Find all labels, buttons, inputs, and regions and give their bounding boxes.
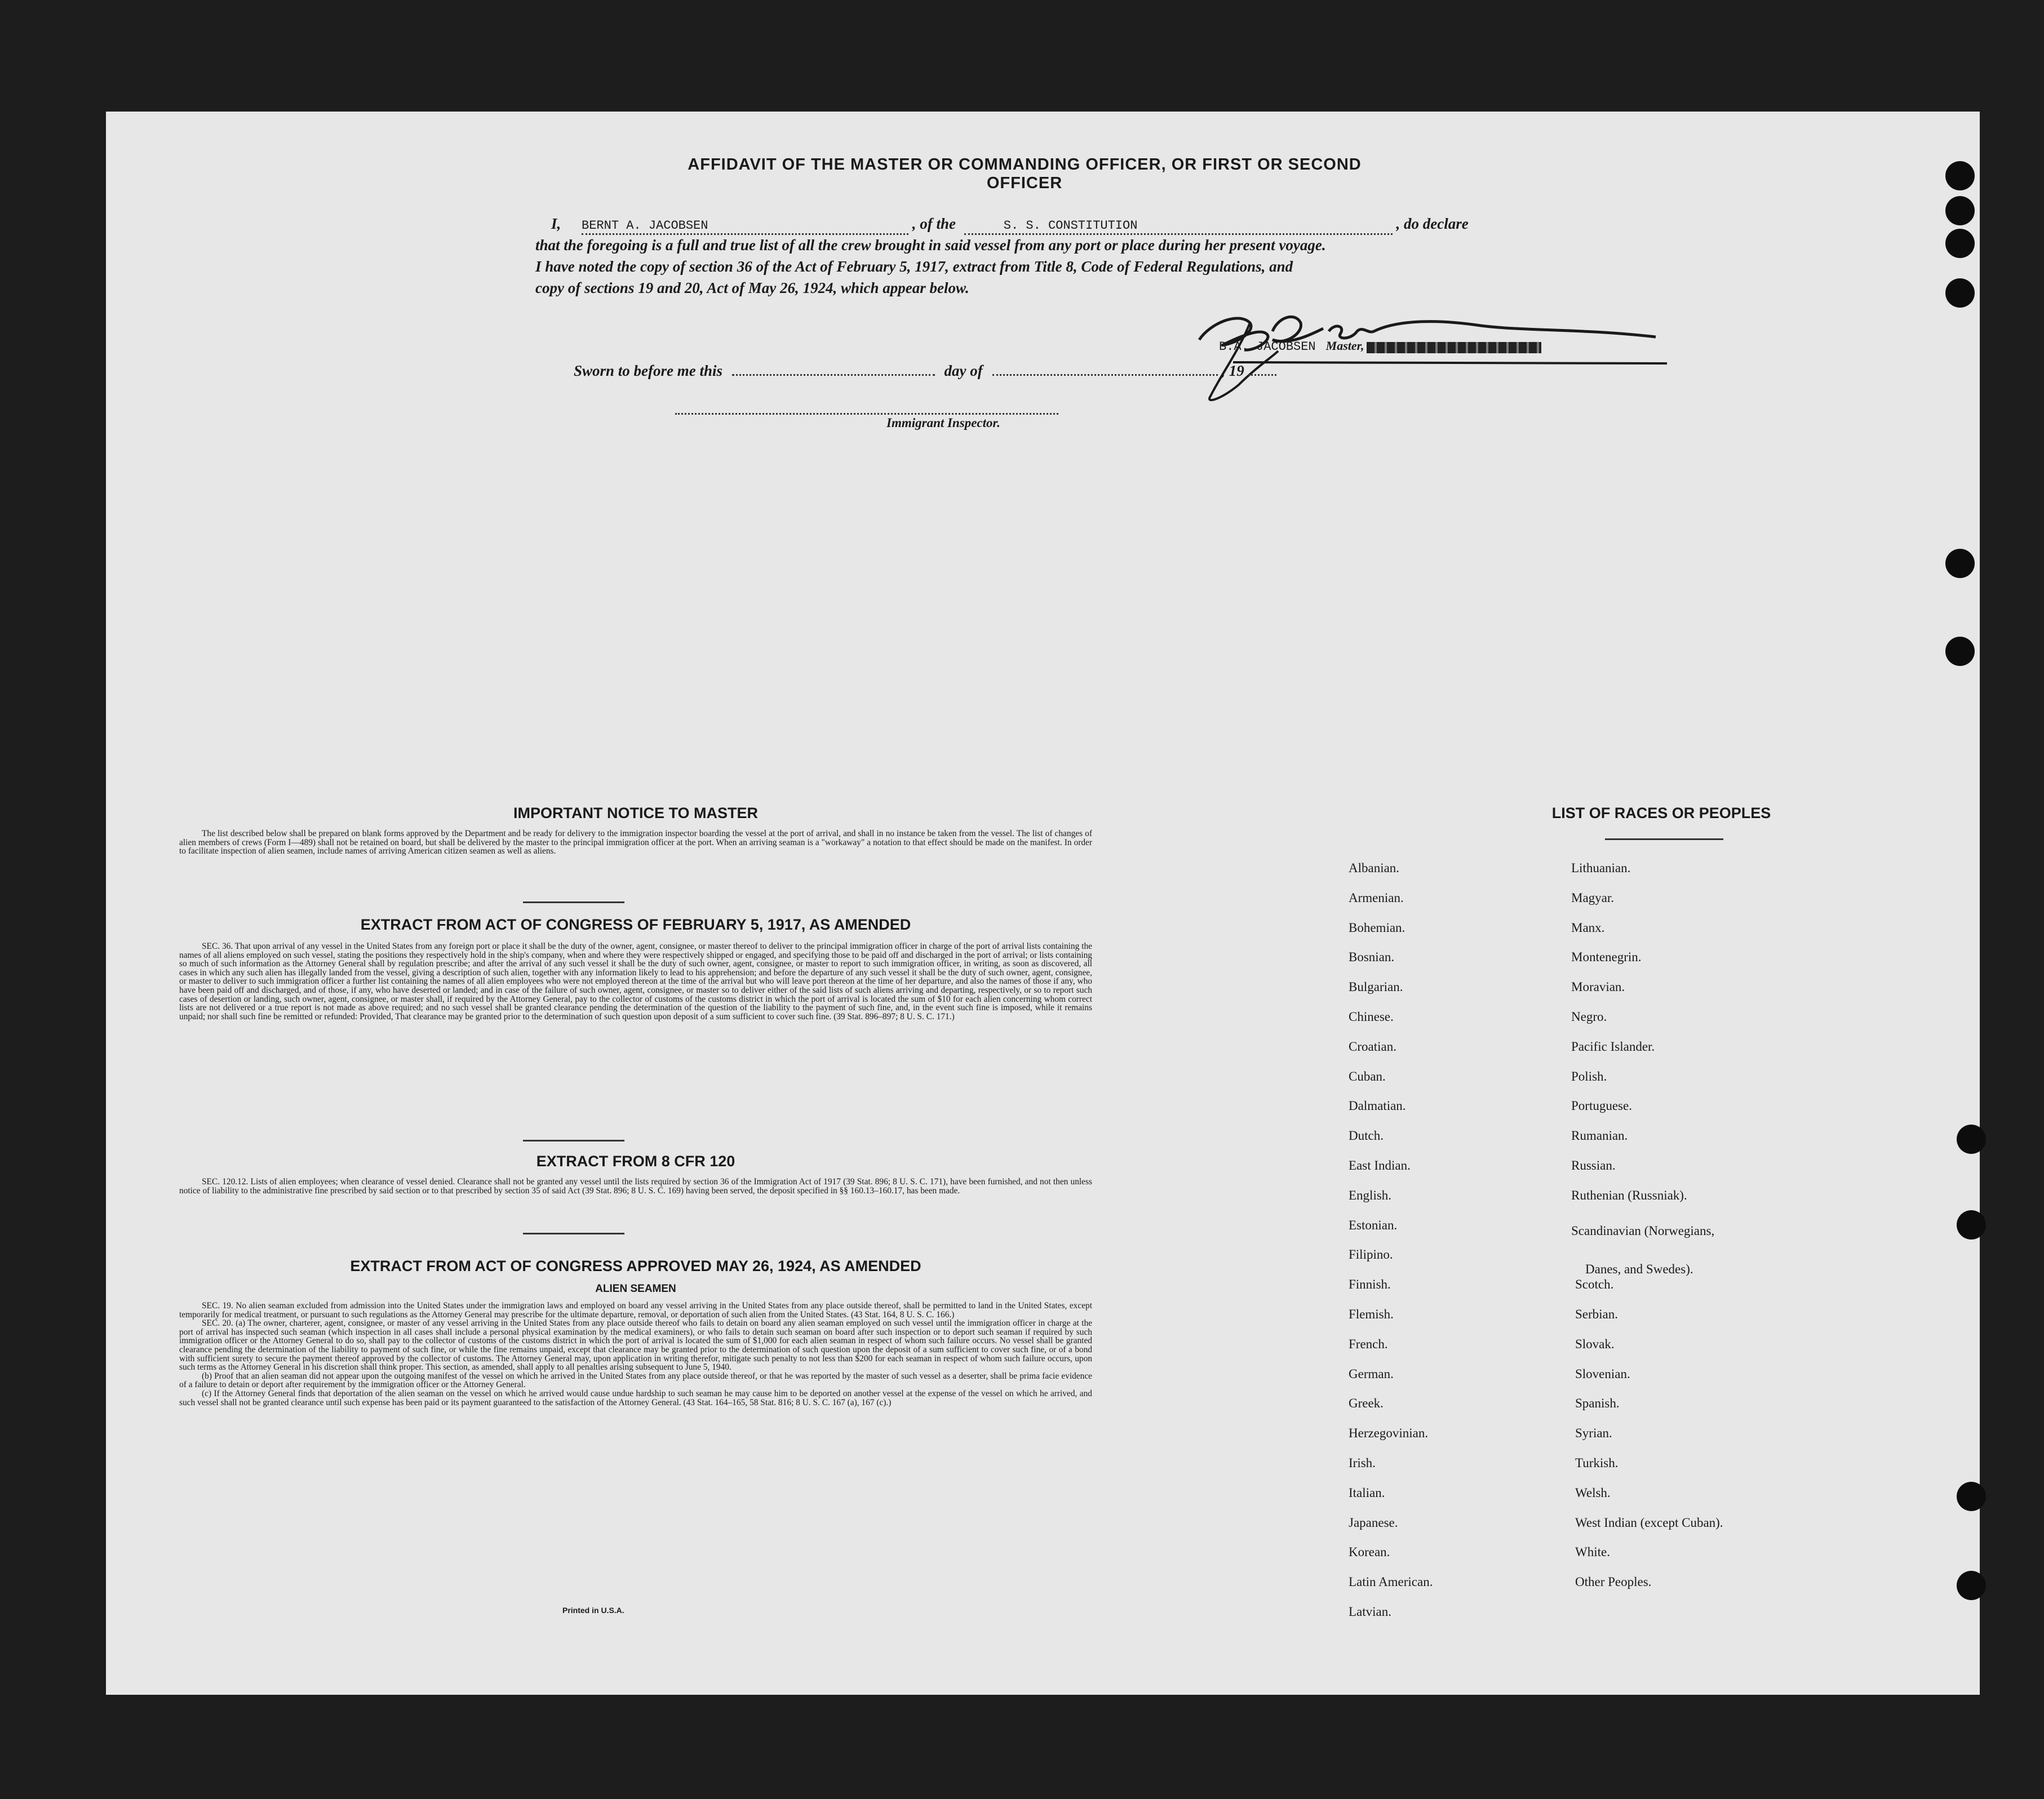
race-item: Danes, and Swedes). (1585, 1262, 1693, 1277)
punch-hole (1957, 1210, 1986, 1240)
extract-1924-title: EXTRACT FROM ACT OF CONGRESS APPROVED MAY 26, 1924, AS AMENDED (350, 1258, 921, 1274)
vessel-name: S. S. CONSTITUTION (1003, 219, 1138, 233)
race-item: Chinese. (1349, 1010, 1394, 1024)
notice-title: IMPORTANT NOTICE TO MASTER (513, 805, 758, 821)
punch-hole (1957, 1482, 1986, 1511)
sworn-year-field (1248, 362, 1276, 376)
vessel-name-field (964, 216, 1393, 235)
race-item: Moravian. (1571, 980, 1625, 994)
race-item: Negro. (1571, 1010, 1607, 1024)
master-name: BERNT A. JACOBSEN (582, 219, 708, 233)
race-item: Montenegrin. (1571, 950, 1642, 965)
race-item: Syrian. (1575, 1426, 1612, 1441)
race-item: Slovenian. (1575, 1366, 1630, 1381)
extract-1924-text (179, 1302, 1092, 1407)
declaration-do-declare: , do declare (1396, 215, 1469, 232)
master-signature (1188, 300, 1729, 407)
declaration-line-4: copy of sections 19 and 20, Act of May 26, 1924, which appear below. (535, 279, 969, 296)
section-120-12-paragraph: SEC. 120.12. Lists of alien employees; when clearance of vessel denied. Clearance shall not be granted any vessel until the lists required by section 36 of the Immigration Act of 1917 (39 Stat. 896; 8 U. S. C. 171), have been furnished, and not then unless notice of liability to the administrative fine prescribed by said section or to that prescribed by section 35 of said Act (39 Stat. 896; 8 U. S. C. 169) having been served, the deposit specified in §§ 160.13–160.17, has been made. (179, 1177, 1092, 1196)
race-item: Lithuanian. (1571, 861, 1631, 875)
signature-typed-name: B.A. JACOBSEN (1219, 340, 1316, 354)
race-item: Italian. (1349, 1485, 1385, 1500)
form-page (106, 112, 1980, 1695)
race-item: Welsh. (1575, 1485, 1611, 1500)
race-item: Portuguese. (1571, 1099, 1632, 1113)
divider (523, 1140, 624, 1141)
race-item: Irish. (1349, 1456, 1376, 1470)
section-20b-paragraph: (b) Proof that an alien seaman did not appear upon the outgoing manifest of the vessel on which he arrived in the United States from any place outside thereof, or that he was reported by the master of such vessel as a deserter, shall be prima facie evidence of a failure to detain or deport after requirement by the immigration officer or the Attorney General. (179, 1371, 1092, 1390)
race-item: Croatian. (1349, 1039, 1396, 1054)
race-item: Latvian. (1349, 1605, 1391, 1619)
sworn-line (574, 360, 1276, 381)
sworn-day-label: day of (944, 362, 983, 379)
punch-hole (1945, 161, 1975, 190)
punch-hole (1945, 196, 1975, 225)
notice-paragraph: The list described below shall be prepared on blank forms approved by the Department and be ready for delivery to the immigration inspector boarding the vessel at the port of arrival, and shall in no instance be taken from the vessel. The list of changes of alien members of crews (Form I—489) shall not be retained on board, but shall be delivered by the master to the principal immigration officer at the port. When an arriving seaman is a "workaway" a notation to that effect should be made on the manifest. In order to facilitate inspection of alien seamen, include names of arriving American citizen seamen as well as aliens. (179, 829, 1092, 856)
race-item: Bosnian. (1349, 950, 1395, 965)
declaration-line-2: that the foregoing is a full and true list of all the crew brought in said vessel from any port or place during her present voyage. (535, 237, 1326, 254)
master-name-field (582, 216, 908, 235)
race-item: Rumanian. (1571, 1129, 1628, 1143)
section-36-paragraph: SEC. 36. That upon arrival of any vessel in the United States from any foreign port or place it shall be the duty of the owner, agent, consignee, or master thereof to deliver to the principal immigration officer in charge of the port of arrival lists containing the names of all aliens employed on such vessel, stating the positions they respectively hold in the ship's company, when and where they were respectively shipped or engaged, and specifying those to be paid off and discharged in the port of arrival; or lists containing so much of such information as the Attorney General shall by regulation prescribe; and after the arrival of any such vessel it shall be the duty of such owner, agent, consignee, or master to report to such immigration officer, in writing, as soon as discovered, all cases in which any such alien has illegally landed from the vessel, giving a description of such alien, together with any information likely to lead to his apprehension; and before the departure of any such vessel it shall be the duty of such owner, agent, consignee, or master to deliver to such immigration officer a further list containing the names of all alien employees who were not employed thereon at the time of the arrival but who will leave port thereon at the time of her departure, and also the names of those if any, who have been paid off and discharged, and of those, if any, who have deserted or landed; and in case of the failure of such owner, agent, consignee, or master so to deliver either of the said lists of such aliens arriving and departing, respectively, or so to report such cases of desertion or landing, such owner, agent, consignee, or master shall, if required by the Attorney General, pay to the collector of customs of the customs district in which the port of arrival is located the sum of $10 for each alien concerning whom correct lists are not delivered or a true report is not made as above required; and no such vessel shall be granted clearance pending the determination of the question of the liability to the payment of such fine, and, in the event such fine is imposed, while it remains unpaid; nor shall such fine be remitted or refunded: Provided, That clearance may be granted prior to the determination of such question upon deposit of a sum sufficient to cover such fine. (39 Stat. 896–897; 8 U. S. C. 171.) (179, 941, 1092, 1021)
extract-cfr-title: EXTRACT FROM 8 CFR 120 (536, 1153, 735, 1170)
inspector-signature-line (675, 413, 1058, 415)
race-item: Armenian. (1349, 890, 1404, 905)
race-item: Scotch. (1575, 1277, 1614, 1292)
section-20c-paragraph: (c) If the Attorney General finds that deportation of the alien seaman on the vessel on which he arrived would cause undue hardship to such seaman he may cause him to be deported on another vessel at the expense of the vessel on which he arrived, and such vessel shall not be granted clearance until such expense has been paid or its payment guaranteed to the satisfaction of the Attorney General. (43 Stat. 164–165, 58 Stat. 816; 8 U. S. C. 167 (a), 167 (c).) (179, 1388, 1092, 1407)
sworn-day-field (732, 362, 935, 376)
races-divider (1605, 838, 1723, 840)
signature-caption (1219, 339, 1541, 354)
declaration-i: I, (551, 215, 561, 232)
inspector-label: Immigrant Inspector. (886, 416, 1000, 430)
race-item: Korean. (1349, 1545, 1390, 1560)
sworn-month-field (992, 362, 1218, 376)
declaration-line-1 (535, 213, 1696, 235)
race-item: Flemish. (1349, 1307, 1394, 1321)
race-item: East Indian. (1349, 1158, 1411, 1172)
punch-hole (1945, 278, 1975, 308)
race-item: Albanian. (1349, 861, 1400, 875)
race-item: Japanese. (1349, 1515, 1398, 1530)
extract-cfr-text (179, 1178, 1092, 1195)
divider (523, 1233, 624, 1234)
punch-hole (1957, 1571, 1986, 1600)
divider (523, 901, 624, 903)
race-item: Dutch. (1349, 1129, 1384, 1143)
race-item: West Indian (except Cuban). (1575, 1515, 1723, 1530)
race-item: Finnish. (1349, 1277, 1391, 1292)
race-item: French. (1349, 1336, 1388, 1351)
race-item: Ruthenian (Russniak). (1571, 1188, 1687, 1202)
extract-1917-title: EXTRACT FROM ACT OF CONGRESS OF FEBRUARY 5, 1917, AS AMENDED (360, 916, 911, 933)
race-item: Pacific Islander. (1571, 1039, 1655, 1054)
punch-hole (1945, 229, 1975, 258)
race-item: Other Peoples. (1575, 1575, 1652, 1589)
race-item: Russian. (1571, 1158, 1616, 1172)
punch-hole (1945, 637, 1975, 666)
race-item: Spanish. (1575, 1396, 1620, 1411)
race-item: Cuban. (1349, 1069, 1386, 1083)
sworn-prefix: Sworn to before me this (574, 362, 723, 379)
struck-out-text (1367, 342, 1541, 353)
race-item: Turkish. (1575, 1456, 1619, 1470)
race-item: Slovak. (1575, 1336, 1615, 1351)
alien-seamen-subtitle: ALIEN SEAMEN (595, 1283, 676, 1295)
race-item: Filipino. (1349, 1247, 1393, 1262)
race-item: German. (1349, 1366, 1394, 1381)
notice-text (179, 829, 1092, 856)
race-item: Herzegovinian. (1349, 1426, 1429, 1441)
declaration-line-3: I have noted the copy of section 36 of the Act of February 5, 1917, extract from Title 8, Code of Federal Regulations, and (535, 258, 1293, 275)
race-item: Estonian. (1349, 1218, 1398, 1232)
race-item: Bohemian. (1349, 920, 1405, 935)
race-item: Dalmatian. (1349, 1099, 1406, 1113)
printed-in-usa: Printed in U.S.A. (562, 1606, 624, 1615)
sworn-year-label: , 19 (1221, 362, 1244, 379)
race-item: Serbian. (1575, 1307, 1619, 1321)
affidavit-title: AFFIDAVIT OF THE MASTER OR COMMANDING OFFICER, OR FIRST OR SECOND OFFICER (688, 156, 1362, 192)
extract-1917-text (179, 942, 1092, 1021)
section-19-paragraph: SEC. 19. No alien seaman excluded from admission into the United States under the immigration laws and employed on board any vessel arriving in the United States from any place outside thereof, shall be permitted to land in the United States, except temporarily for medical treatment, or pursuant to such regulations as the Attorney General may prescribe for the ultimate departure, removal, or deportation of such alien from the United States. (43 Stat. 164, 8 U. S. C. 166.) (179, 1301, 1092, 1320)
race-item: Manx. (1571, 920, 1605, 935)
signature-title: Master, (1325, 339, 1364, 353)
race-item: White. (1575, 1545, 1610, 1560)
section-20a-paragraph: SEC. 20. (a) The owner, charterer, agent, consignee, or master of any vessel arriving in the United States from any place outside thereof who fails to detain on board any alien seaman employed on such vessel until the immigration officer in charge at the port of arrival has inspected such seaman (which inspection in all cases shall include a personal physical examination by the medical examiners), or who fails to detain such seaman on board after such inspection or to deport such seaman if required by such immigration officer or the Attorney General to do so, shall pay to the collector of customs of the customs district in which the port of arrival is located the sum of $1,000 for each alien seaman in respect of whom such failure occurs. No vessel shall be granted clearance pending the determination of the liability to payment of such fine, or while the fine remains unpaid, except that clearance may be granted prior to the determination of such question upon the deposit of a sum sufficient to cover such fine, or of a bond with sufficient surety to secure the payment thereof approved by the collector of customs. The Attorney General may, upon application in writing therefor, mitigate such penalty to not less than $200 for each seaman in respect of whom such failure occurs, upon such terms as the Attorney General in his discretion shall think proper. This section, as amended, shall apply to all penalties arising subsequent to June 5, 1940. (179, 1318, 1092, 1372)
punch-hole (1957, 1125, 1986, 1154)
race-item: Polish. (1571, 1069, 1607, 1083)
race-item: Latin American. (1349, 1575, 1433, 1589)
race-item: Bulgarian. (1349, 980, 1403, 994)
punch-hole (1945, 549, 1975, 578)
race-item: Greek. (1349, 1396, 1384, 1411)
declaration-of-the: , of the (912, 215, 956, 232)
race-item: Magyar. (1571, 890, 1615, 905)
race-item: Scandinavian (Norwegians, (1571, 1223, 1715, 1238)
race-item: English. (1349, 1188, 1392, 1202)
races-title: LIST OF RACES OR PEOPLES (1551, 805, 1771, 821)
